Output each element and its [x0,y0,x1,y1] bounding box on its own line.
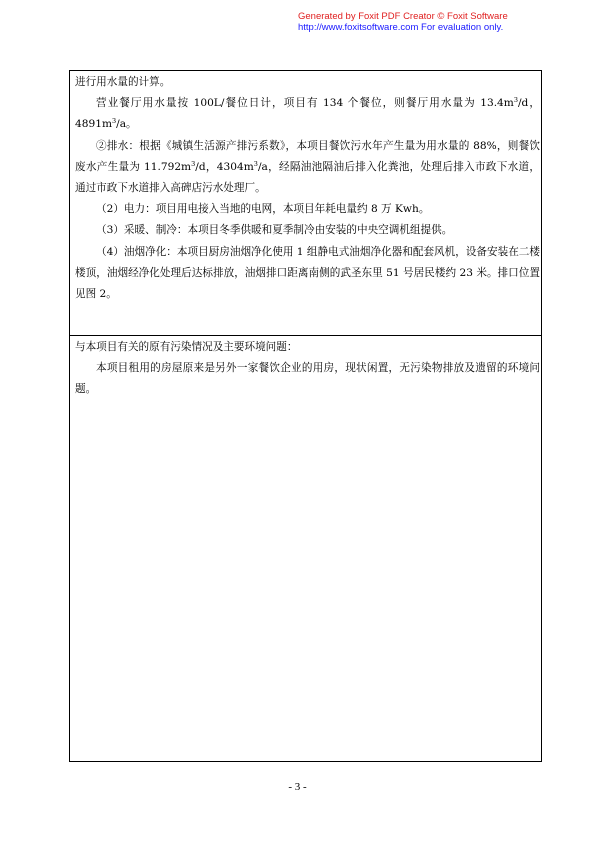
paragraph-existing-pollution: 本项目租用的房屋原来是另外一家餐饮企业的用房，现状闲置，无污染物排放及遗留的环境问题。 [75,362,540,396]
paragraph-electricity: （2）电力：项目用电接入当地的电网，本项目年耗电量约 8 万 Kwh。 [96,203,430,216]
content-table-frame [69,70,542,762]
watermark-line-1: Generated by Foxit PDF Creator © Foxit Software [298,11,508,22]
foxit-watermark [298,11,538,33]
section-divider [70,335,541,336]
paragraph-heating-cooling: （3）采暖、制冷：本项目冬季供暖和夏季制冷由安装的中央空调机组提供。 [96,224,453,237]
watermark-line-2: http://www.foxitsoftware.com For evaluation only. [298,22,504,33]
existing-pollution-section [75,337,540,401]
section-heading: 与本项目有关的原有污染情况及主要环境问题： [75,341,298,353]
water-energy-section [75,72,540,305]
paragraph-drainage: ②排水：根据《城镇生活源产排污系数》，本项目餐饮污水年产生量为用水量的 88%，则餐饮废水产生量为 $11.792m^3/d$，$4304m^3/a$，经隔油池隔油后排入化粪池，处理后排入市政下水道，通过市政下水道排入高碑店污水处理厂。 [75,139,541,195]
paragraph-fume-purification: （4）油烟净化：本项目厨房油烟净化使用 1 组静电式油烟净化器和配套风机，设备安装在二楼楼顶，油烟经净化处理后达标排放，油烟排口距离南侧的武圣东里 51 号居民楼约 23 米。排口位置见图 2。 [75,245,540,301]
paragraph-restaurant-water: 营业餐厅用水量按 100L/餐位日计，项目有 134 个餐位，则餐厅用水量为 $13.4m^3/d$，$4891m^3/a$。 [75,96,540,131]
paragraph-water-calc: 进行用水量的计算。 [75,76,171,88]
page-number: - 3 - [288,781,307,793]
